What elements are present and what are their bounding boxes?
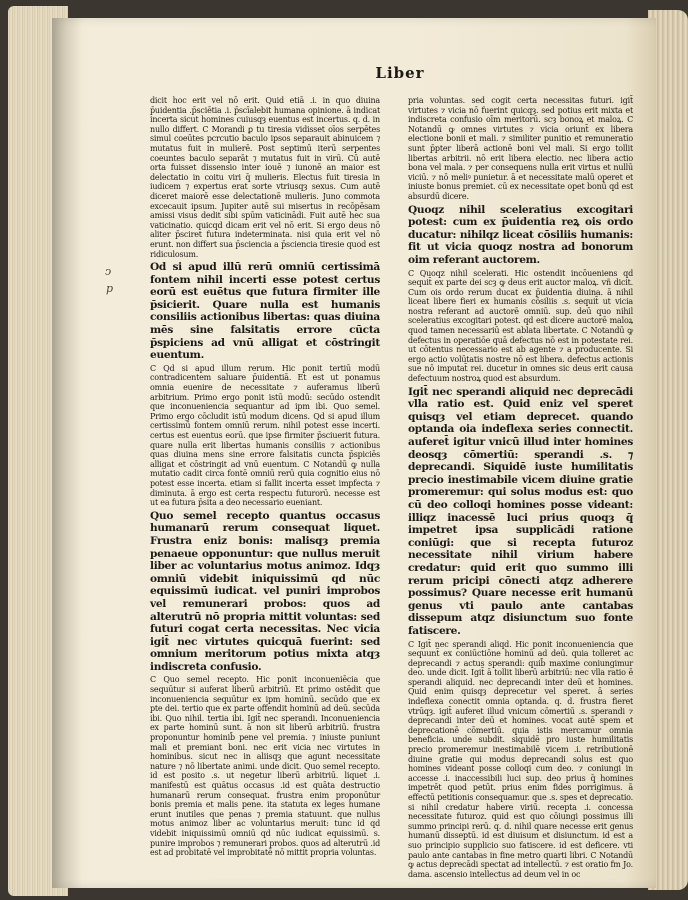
running-header: Liber: [375, 64, 425, 82]
commentary-paragraph: C Quo semel recepto. Hic ponit inconueniēcia que sequūtur si auferat liberū arbitriū. Et primo ostēdit que inconueniencia sequūtur ex ipm hominū. secūdo que ex pte dei. tertio que ex parte offendit hominū ad deū. secūda ibi. Quo nihil. tertia ibi. Igit̄ nec sperandi. Inconueniencia ex parte hominū sunt. ā non sit liberū arbitriū. frustra proponuntur hominib̄ pene vel premia. ⁊ iniuste puniunt mali et premiant boni. nec erit vicia nec virtutes in hominibus. sicut nec in aliisqȝ que agunt necessitate nature ⁊ nō libertate animi. unde dicit. Quo semel recepto. id est posito .s. ut negetur liberū arbitriū. liquet .i. manifestū est quātus occasus .id est quāta destructio humanarū rerum consequat. frustra enim proponūtur bonis premia et malis pene. ita statuta ex leges humane erunt inutiles que penas ⁊ premia statuunt. que nullus motus animoz liber ac voluntarius meruit: tunc id qd videbit iniquissimū omniū qd nūc iudicat equissimū. s. punire improbos ⁊ remunerari probos. quos ad alterutrū .id est ad probitatē vel improbitatē nō mittit propria voluntas.: [150, 675, 380, 858]
commentary-paragraph: C Igit̄ nec sperandi aliqd. Hic ponit inconueniencia que sequunt̄ ex coniūctiōne hominū ad deū. quia tolleret ac deprecandi ⁊ actus sperandi: quib̄ maxime coniungimur deo. unde dicit. Igit̄ ā tollit liberū arbitriū: nec vlla ratio ē sperandi aliquid. nec deprecandi inter deū et homines. Quid enim quisqȝ deprecetur vel speret. ā series indeflexa conectit omnia optanda. q. d. frustra fieret vtrūqȝ. igit̄ auferet illud vnicum cōmertiū .s. sperandi ⁊ deprecandi inter deū et homines. vocat autē spem et deprecationē cōmertiū. quia istis mercamur omnia beneficia. unde subdit. siquidē pro iuste humilitatis precio promeremur inestimabilē vicem .i. retributionē diuine gratie qui modus deprecandi solus est quo homines videant posse colloqi cum deo. ⁊ coniungi in accesse .i. inaccessibili luci sup. deo prius q̄ homines impetrēt quod petūt. prius enim fides porrigimus. ā effectū petitionis consequamur. que .s. spes et deprecatio. si nihil credatur habere viriū. recepta .i. concessa necessitate futuroz. quid est quo cōiungi possimus illi summo principi rerū. q. d. nihil quare necesse erit genus humanū disseptū. id est diuisum et disiunctum. id est a suo principio supplicio suo fatiscere. id est deficere. vti paulo ante cantabas in fine metro quarti libri. C Notandū ꝙ actus deprecādi spectat ad intellectū. ⁊ est oratio fm Jo. dama. ascensio intellectus ad deum vel in oc: [408, 639, 633, 879]
margin-note-1: ͻ: [105, 265, 112, 278]
right-column: [408, 96, 633, 881]
commentary-paragraph: C Quoqz nihil scelerati. Hic ostendit incōueniens qd sequit̄ ex parte dei scȝ ꝙ deus erit auctor maloꝝ. vñ dicit. Cum ois ordo rerum ducat ex p̄uidentia diuina. ā nihil liceat libere fieri ex humanis cōsiliis .s. sequit̄ ut vicia nostra referant ad auctorē omniū. sup. deū quo nihil sceleratius excogitari potest. qd est dicere auctorē maloꝝ quod tamen necessariū est ablata libertate. C Notandū ꝙ defectus in operatiōe quā defectus nō est in potestate rei. ut cōtentus necessario est ab agente ⁊ a producente. Si ergo actio volūtatis nostre nō est libera. defectus actionis sue nō imputat̄ rei. ducetur in omnes sic deus erit causa defectuum nostroꝝ quod est absurdum.: [408, 268, 633, 384]
main-text-paragraph: Quo semel recepto quantus occasus humanarū rerum consequat liquet. Frustra eniz bonis: malisqȝ premia penaeue opponuntur: que nullus meruit liber ac voluntarius motus animoz. Idqȝ omniū videbit iniquissimū qd nūc equissimū iudicat. vel puniri improbos vel remunerari probos: quos ad alterutrū nō propria mittit voluntas: sed futuri cogat certa necessitas. Nec vicia igit̄ nec virtutes quicquā fuerint: sed omnium meritorum potius mixta atqȝ indiscreta confusio.: [150, 509, 380, 673]
main-text-paragraph: Quoqz nihil sceleratius excogitari potest: cum ex p̄uidentia reꝝ ois ordo ducatur: nihilqz liceat cōsiliis humanis: fit ut vicia quoqz nostra ad bonorum oim referant auctorem.: [408, 203, 633, 266]
left-column: [150, 96, 380, 860]
main-text-paragraph: Od si apud illū rerū omniū certissimā fontem nihil incerti esse potest certus eorū est euētus que futura firmiter ille p̄sicierit. Quare nulla est humanis consiliis actionibus libertas: quas diuina mēs sine falsitatis errore cūcta p̄spiciens ad vnū alligat et cōstringit euentum.: [150, 261, 380, 362]
margin-note-2: p: [106, 282, 114, 295]
main-text-paragraph: Igit̄ nec sperandi aliquid nec deprecādi vlla ratio est. Quid eniz vel speret quisqȝ vel etiam deprecet. quando optanda oia indeflexa series connectit. auferet̄ igitur vnicū illud inter homines deosqȝ cōmertiū: sperandi .s. ⁊ deprecandi. Siquidē iuste humilitatis precio inestimabile vicem diuine gratie promeremur: qui solus modus est: quo cū deo colloqi homines posse videant: illiqz inacessē luci prius quoqȝ q̄ impetret ipsa supplicādi ratione coniūgi: que si recepta futuroz necessitate nihil virium habere credatur: quid erit quo summo illi rerum pricipi cōnecti atqz adherere possimus? Quare necesse erit humanū genus vti paulo ante cantabas dissepum atqz disiunctum suo fonte fatiscere.: [408, 385, 633, 637]
commentary-paragraph: C Qd si apud illum rerum. Hic ponit tertiū modū contradicentem saluare p̄uidentiā. Et est ut ponamus omnia euenire de necessitate ⁊ auferamus liberū arbitrium. Primo ergo ponit istū modū: secūdo ostendit que inconueniencia sequantur ad ipm ibi. Quo semel. Primo ergo cōcludit istū modum dicens. Qd si apud illum certissimū fontem omniū rerum. nihil potest esse incerti. certus est euentus eorū. que ipse firmiter p̄sciuerit futura. quare nulla erit libertas humanis consiliis ⁊ actionibus quas diuina mens sine errore falsitatis cuncta p̄spiciēs alligat et cōstringit ad vnū euentum. C Notandū ꝙ nulla mutatio cadit circa fontē omniū rerū quia cognitio eius nō potest esse incerta. etiam si fallit incerta esset impfecta ⁊ diminuta. ā ergo est certa respectu futurorū. necesse est ut ea futura p̄sita a deo necessario eueniant.: [150, 363, 380, 508]
gutter-shadow: [52, 18, 82, 888]
commentary-paragraph: pria voluntas. sed cogit certa necessitas futuri. igit̄ virtutes ⁊ vicia nō fuerint quicqȝ. sed potius erit mixta et indiscreta confusio oīm meritorū. scȝ bonoꝝ et maloꝝ. C Notandū ꝙ omnes virtutes ⁊ vicia oriunt̄ ex libera electione bonii et mali. ⁊ similiter punitio et remuneratio sunt p̄pter liberā actionē boni vel mali. Si ergo tollit libertas arbitrii. nō erit libera electio. nec libera actio bona vel mala. ⁊ per consequens nulla erit virtus et nullū viciū. ⁊ nō meliꝰ punietur. ā et necessitate malū operet et iniuste bonus premiet. cū ex necessitate opet bonū qd est absurdū dicere.: [408, 96, 633, 201]
commentary-paragraph: dicit hoc erit vel nō erit. Quid etiā .i. in quo diuina p̄uidentia .p̄sciētia .i. p̄scīalebit humana opinione. ā indicat incerta sicut homines cuiusqȝ euentus est incertus. q. d. in nullo differt. C Morandi ꝑ tu tiresia vidisset oīos serpētes simul coeūtes pcrcutio baculo ipsos separauit abinuicem ⁊ mutatus fuit in mulierē. Post septimū iterū serpentes coeuntes baculo separāt ⁊ mutatus fuit in virū. Cū autē orta fuisset dissensio inter iouē ⁊ iunonē an maior est delectatio in coitu viri q̄ mulieris. Electus fuit tiresia in iudicem ⁊ expertus erat sorte vtriusqȝ sexus. Cum autē diceret maiorē esse delectationē mulieris. Juno commota excecauit ipsum. Jupiter autē sui misertus in recōpēsam amissi visus dedit sibi spūm vaticinādi. Fuit autē hec sua vaticinatio. quicqd dicam erit vel nō erit. Si ergo deus nō aliter p̄sciret futura indeterminata. nisi quia erit vel nō erunt. non differt sua p̄sciencia a p̄sciencia tiresie quod est ridiculosum.: [150, 96, 380, 259]
